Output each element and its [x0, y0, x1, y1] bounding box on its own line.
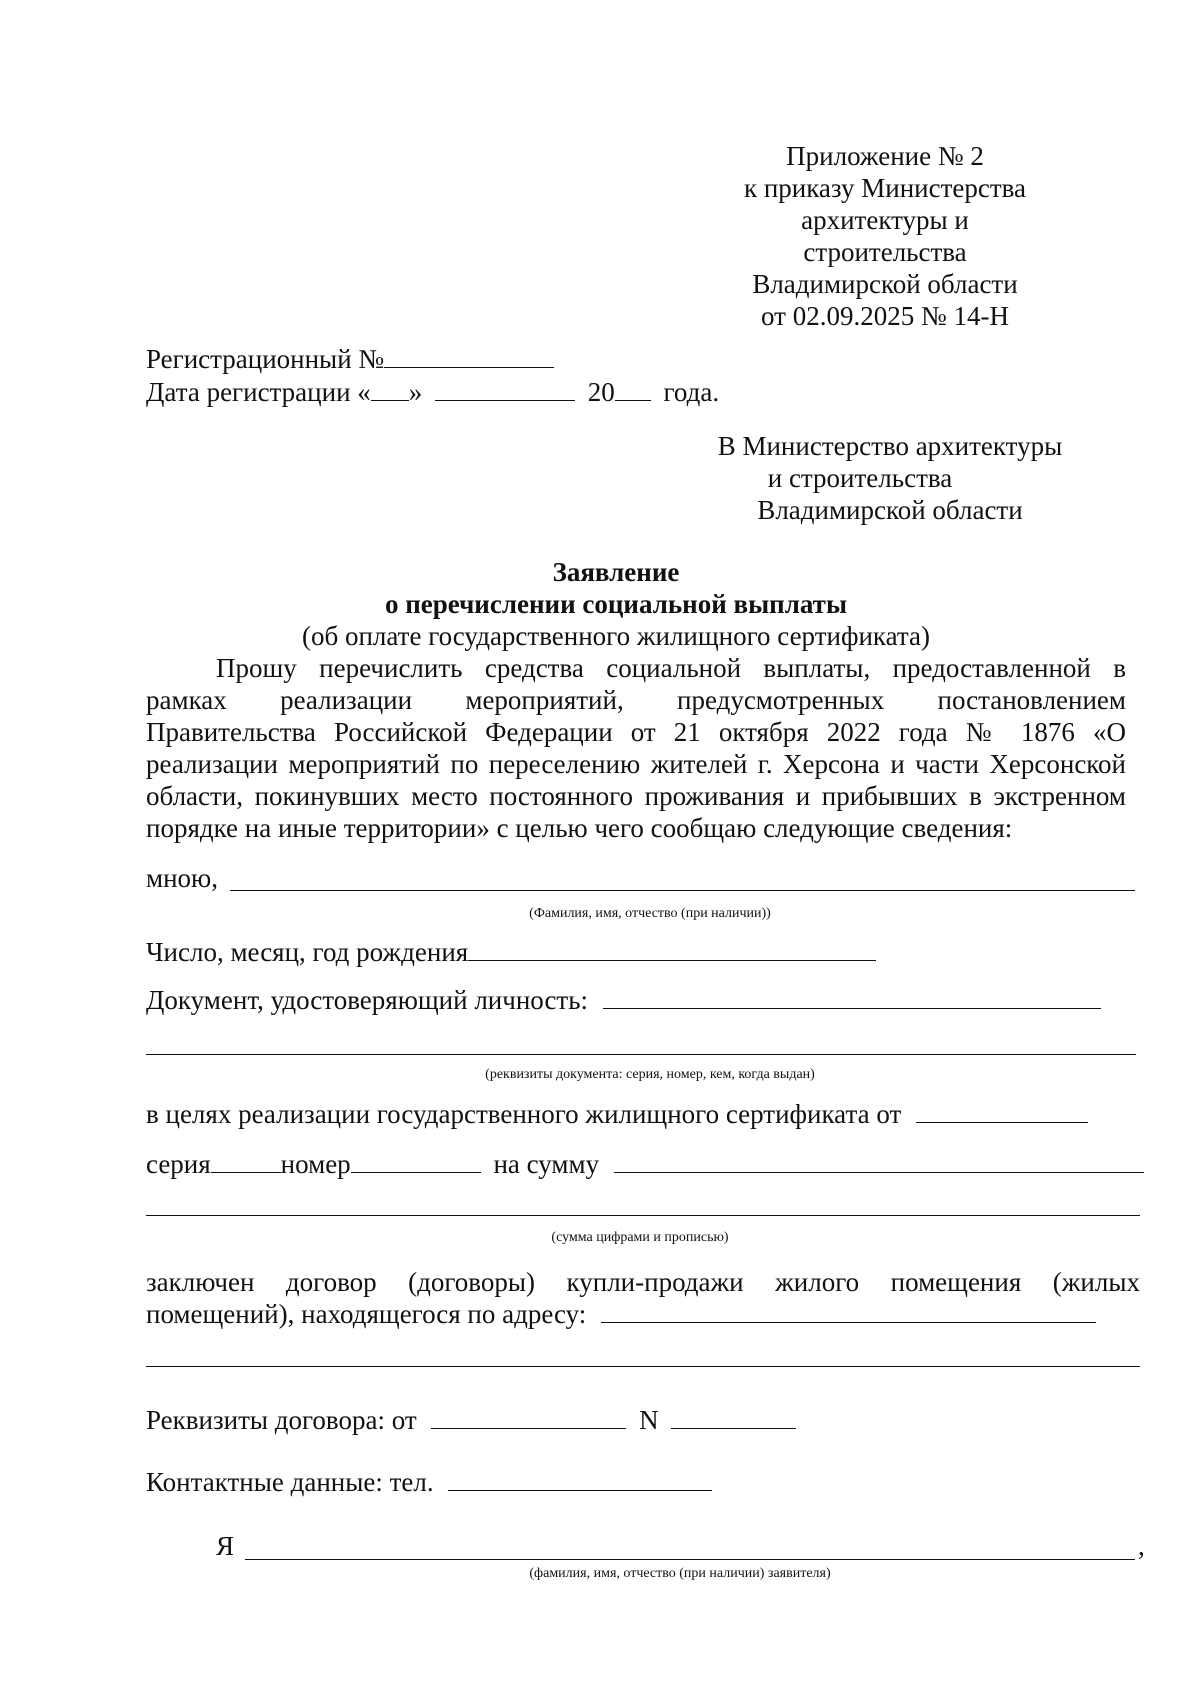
id-doc-field-2[interactable]: [146, 1054, 1136, 1055]
certificate-row: [146, 1098, 1088, 1130]
applicant-comma: ,: [1138, 1531, 1145, 1561]
sum-field[interactable]: [614, 1148, 1144, 1173]
registration-number-row: [146, 343, 554, 375]
addressee-line-2: и строительства: [767, 463, 953, 493]
series-label: серия: [146, 1149, 211, 1179]
body-paragraph: [146, 652, 1126, 844]
appendix-line-2: к приказу Министерства: [743, 173, 1027, 203]
contract-line-2: помещений), находящегося по адресу:: [146, 1299, 587, 1329]
id-doc-row: [146, 984, 1101, 1016]
contacts-row: [146, 1466, 712, 1498]
series-row: [146, 1148, 1144, 1180]
sum-caption: (сумма цифрами и прописью): [551, 1230, 729, 1245]
phone-field[interactable]: [448, 1466, 712, 1491]
applicant-field[interactable]: [245, 1559, 1135, 1560]
contract-date-field[interactable]: [431, 1404, 626, 1429]
body-line-4: реализации мероприятий по переселению жителей г. Херсона и части Херсонской: [146, 749, 1126, 779]
addressee-block: [690, 430, 1090, 526]
applicant-caption: (фамилия, имя, отчество (при наличии) заявителя): [529, 1566, 831, 1581]
registration-year-suffix: года.: [663, 377, 720, 407]
appendix-line-1: Приложение № 2: [786, 141, 984, 171]
registration-year-field[interactable]: [615, 376, 651, 401]
title-line-1: Заявление: [552, 557, 680, 587]
registration-year-prefix: 20: [587, 377, 615, 407]
registration-date-label: Дата регистрации «: [146, 377, 371, 407]
certificate-date-field[interactable]: [916, 1098, 1088, 1123]
number-field[interactable]: [351, 1148, 481, 1173]
body-line-2: рамках реализации мероприятий, предусмотренных постановлением: [146, 685, 1126, 715]
registration-month-field[interactable]: [435, 376, 575, 401]
by-me-label: мною,: [146, 863, 218, 893]
document-title: [146, 556, 1126, 652]
contract-number-field[interactable]: [671, 1404, 796, 1429]
contacts-label: Контактные данные: тел.: [146, 1467, 434, 1497]
birth-field[interactable]: [468, 936, 876, 961]
address-field-2[interactable]: [146, 1366, 1140, 1367]
contract-n-label: N: [639, 1405, 659, 1435]
by-me-row: [146, 862, 218, 894]
body-line-3: Правительства Российской Федерации от 21 октября 2022 года № 1876 «О: [146, 717, 1126, 747]
registration-quote-close: »: [408, 377, 423, 407]
body-line-6: порядке на иные территории» с целью чего сообщаю следующие сведения:: [146, 813, 1013, 843]
contract-details-label: Реквизиты договора: от: [146, 1405, 417, 1435]
addressee-line-1: В Министерство архитектуры: [717, 431, 1063, 461]
series-field[interactable]: [211, 1148, 281, 1173]
registration-day-field[interactable]: [371, 376, 409, 401]
applicant-row: [216, 1530, 234, 1562]
registration-date-row: [146, 376, 719, 408]
addressee-line-3: Владимирской области: [757, 495, 1023, 525]
contract-paragraph: [146, 1266, 1140, 1330]
registration-number-label: Регистрационный №: [146, 344, 385, 374]
sum-field-2[interactable]: [146, 1215, 1140, 1216]
contract-line-1: заключен договор (договоры) купли-продажи жилого помещения (жилых: [146, 1267, 1140, 1297]
appendix-line-3: архитектуры и строительства: [801, 205, 969, 267]
address-field[interactable]: [601, 1298, 1096, 1323]
applicant-label: Я: [216, 1531, 235, 1561]
appendix-line-5: от 02.09.2025 № 14-Н: [761, 301, 1009, 331]
birth-row: [146, 936, 876, 968]
number-label: номер: [280, 1149, 351, 1179]
birth-label: Число, месяц, год рождения: [146, 937, 469, 967]
contract-details-row: [146, 1404, 796, 1436]
body-line-5: области, покинувших место постоянного проживания и прибывших в экстренном: [146, 781, 1126, 811]
title-line-3: (об оплате государственного жилищного сертификата): [301, 621, 930, 651]
id-doc-field[interactable]: [603, 984, 1101, 1009]
sum-label: на сумму: [493, 1149, 600, 1179]
contract-line-2-row: [146, 1298, 1140, 1330]
body-line-1: Прошу перечислить средства социальной выплаты, предоставленной в: [216, 653, 1126, 683]
id-doc-caption: (реквизиты документа: серия, номер, кем, когда выдан): [485, 1067, 815, 1082]
by-me-caption: (Фамилия, имя, отчество (при наличии)): [529, 906, 771, 921]
by-me-field[interactable]: [230, 890, 1135, 891]
id-doc-label: Документ, удостоверяющий личность:: [146, 985, 589, 1015]
appendix-header: [720, 140, 1050, 332]
appendix-line-4: Владимирской области: [752, 269, 1018, 299]
certificate-label: в целях реализации государственного жилищного сертификата от: [146, 1099, 902, 1129]
title-line-2: о перечислении социальной выплаты: [384, 589, 848, 619]
registration-number-field[interactable]: [384, 343, 554, 368]
